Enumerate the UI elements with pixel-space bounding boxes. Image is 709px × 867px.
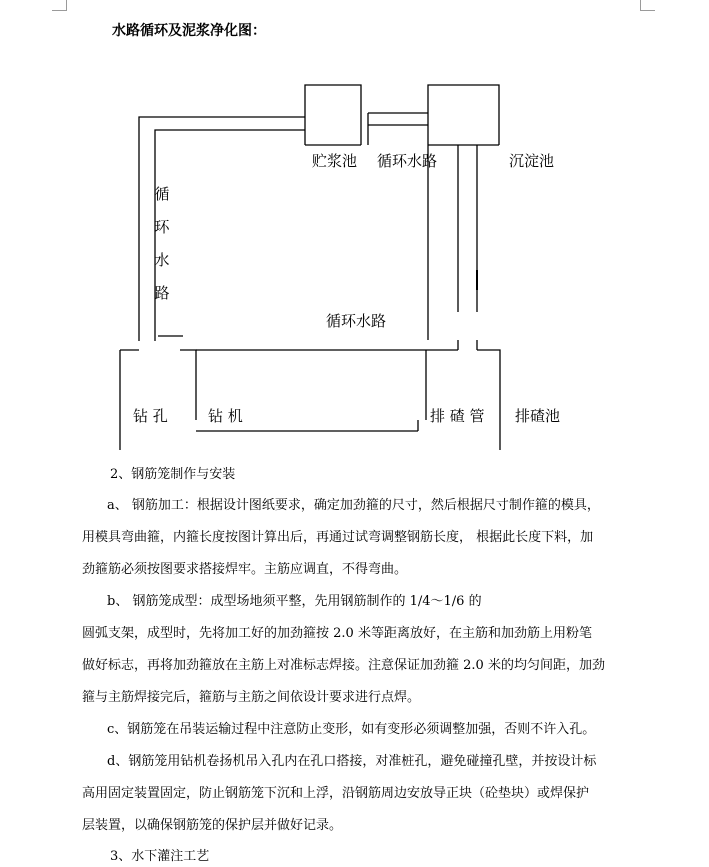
paragraph-d-line-3: 层装置，以确保钢筋笼的保护层并做好记录。 bbox=[82, 818, 343, 833]
paragraph-b-line-3: 做好标志，再将加劲箍放在主筋上对准标志焊接。注意保证加劲箍 2.0 米的均匀间距，加劲 bbox=[82, 658, 605, 673]
borehole-label: 钻 孔 bbox=[133, 407, 168, 425]
section-3-title: 3、水下灌注工艺 bbox=[110, 849, 210, 864]
pipe-tank-connection bbox=[368, 113, 428, 145]
settling-tank-walls bbox=[428, 101, 499, 340]
storage-tank-label: 贮浆池 bbox=[312, 152, 358, 170]
settling-tank-label: 沉淀池 bbox=[509, 152, 555, 170]
slag-pipe-outline bbox=[426, 350, 500, 450]
paragraph-b-line-2: 圆弧支架，成型时，先将加工好的加劲箍按 2.0 米等距离放好，在主筋和加劲筋上用粉笔 bbox=[82, 626, 592, 641]
circulation-middle-label: 循环水路 bbox=[326, 312, 387, 330]
drill-label: 钻 机 bbox=[208, 407, 243, 425]
settling-tank-outline bbox=[428, 85, 499, 101]
drill-base-left bbox=[180, 350, 196, 420]
storage-tank-outline bbox=[305, 85, 361, 101]
slag-pipe-top bbox=[458, 340, 477, 350]
paragraph-a-line-1: a、 钢筋加工：根据设计图纸要求，确定加劲箍的尺寸，然后根据尺寸制作箍的模具， bbox=[107, 498, 600, 513]
paragraph-d-line-2: 高用固定装置固定，防止钢筋笼下沉和上浮，沿钢筋周边安放导正块（砼垫块）或焊保护 bbox=[82, 786, 590, 801]
diagram-heading: 水路循环及泥浆净化图： bbox=[112, 23, 266, 39]
circulation-left-char-3: 水 bbox=[154, 251, 170, 269]
borehole-outline bbox=[120, 350, 139, 450]
section-2-title: 2、钢筋笼制作与安装 bbox=[110, 467, 236, 482]
storage-tank-walls bbox=[305, 101, 361, 145]
circulation-left-char-2: 环 bbox=[154, 218, 170, 236]
paragraph-c-line-1: c、钢筋笼在吊装运输过程中注意防止变形，如有变形必须调整加强，否则不许入孔。 bbox=[107, 722, 596, 737]
circulation-left-char-1: 循 bbox=[154, 185, 170, 203]
slag-pipe-label: 排 碴 管 bbox=[430, 407, 485, 425]
paragraph-b-line-1: b、 钢筋笼成型：成型场地须平整，先用钢筋制作的 1/4～1/6 的 bbox=[107, 594, 482, 609]
paragraph-a-line-3: 劲箍筋必须按图要求搭接焊牢。主筋应调直，不得弯曲。 bbox=[82, 562, 408, 577]
paragraph-b-line-4: 箍与主筋焊接完后，箍筋与主筋之间依设计要求进行点焊。 bbox=[82, 690, 421, 705]
circulation-left-char-4: 路 bbox=[154, 284, 170, 302]
paragraph-a-line-2: 用模具弯曲箍，内箍长度按图计算出后，再通过试弯调整钢筋长度， 根据此长度下料，加 bbox=[82, 530, 594, 545]
pipe-top-inner bbox=[155, 130, 305, 341]
paragraph-d-line-1: d、钢筋笼用钻机卷扬机吊入孔内在孔口搭接，对准桩孔，避免碰撞孔壁，并按设计标 bbox=[107, 754, 597, 769]
circulation-top-label: 循环水路 bbox=[377, 152, 438, 170]
slag-tank-label: 排碴池 bbox=[515, 407, 561, 425]
